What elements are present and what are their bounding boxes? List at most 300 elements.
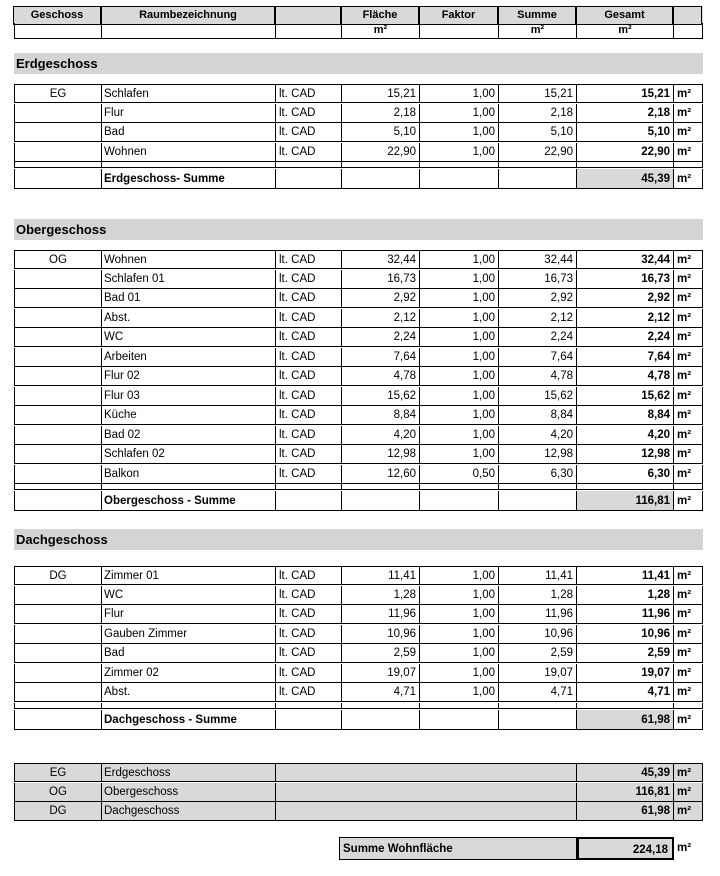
room-name: Bad 02 [102, 426, 276, 445]
empty-cell [276, 802, 342, 821]
factor-value: 1,00 [420, 123, 499, 142]
area-source: lt. CAD [276, 309, 342, 328]
total-value: 224,18 [577, 837, 674, 860]
area-value: 2,12 [342, 309, 420, 328]
summary-code: OG [14, 783, 102, 802]
empty-cell [276, 783, 342, 802]
factor-value: 1,00 [420, 426, 499, 445]
unit-label: m² [674, 143, 703, 162]
section-sum-row [14, 491, 703, 511]
header-gesamt: Gesamt [576, 6, 673, 25]
floor-code: DG [14, 566, 102, 585]
sum-value: 32,44 [499, 250, 577, 269]
area-source: lt. CAD [276, 328, 342, 347]
header-flaeche: Fläche [341, 6, 419, 25]
empty-cell [276, 162, 342, 168]
empty-cell [499, 491, 577, 511]
area-value: 2,59 [342, 644, 420, 663]
empty-cell [14, 605, 102, 624]
summary-value: 116,81 [577, 783, 674, 802]
sum-value: 4,20 [499, 426, 577, 445]
table-row [14, 586, 703, 605]
empty-cell [276, 703, 342, 709]
sum-value: 6,30 [499, 465, 577, 484]
empty-cell [577, 703, 674, 709]
summary-value: 45,39 [577, 763, 674, 782]
room-name: Wohnen [102, 143, 276, 162]
sum-value: 2,59 [499, 644, 577, 663]
area-value: 11,41 [342, 566, 420, 585]
unit-label: m² [674, 104, 703, 123]
room-name: WC [102, 586, 276, 605]
empty-cell [14, 143, 102, 162]
empty-cell [14, 309, 102, 328]
table-row [14, 143, 703, 162]
empty-cell [102, 23, 276, 39]
empty-cell [420, 23, 499, 39]
empty-cell [420, 783, 499, 802]
factor-value: 1,00 [420, 586, 499, 605]
room-name: WC [102, 328, 276, 347]
table-row [14, 625, 703, 644]
empty-cell [14, 644, 102, 663]
floor-code: OG [14, 250, 102, 269]
header-faktor: Faktor [419, 6, 498, 25]
empty-cell [342, 703, 420, 709]
unit-flaeche: m² [342, 23, 420, 39]
factor-value: 1,00 [420, 664, 499, 683]
empty-cell [276, 484, 342, 490]
total-living-area [339, 837, 703, 860]
empty-cell [499, 484, 577, 490]
empty-cell [342, 763, 420, 782]
sum-value: 5,10 [499, 123, 577, 142]
factor-value: 1,00 [420, 605, 499, 624]
area-source: lt. CAD [276, 104, 342, 123]
factor-value: 0,50 [420, 465, 499, 484]
sum-value: 16,73 [499, 270, 577, 289]
sum-value: 19,07 [499, 664, 577, 683]
area-source: lt. CAD [276, 406, 342, 425]
table-row [14, 348, 703, 367]
empty-cell [102, 703, 276, 709]
area-value: 4,78 [342, 367, 420, 386]
room-name: Schlafen [102, 84, 276, 103]
empty-cell [14, 625, 102, 644]
area-source: lt. CAD [276, 644, 342, 663]
empty-cell [674, 703, 703, 709]
unit-label: m² [674, 348, 703, 367]
unit-label: m² [674, 367, 703, 386]
unit-label: m² [674, 309, 703, 328]
factor-value: 1,00 [420, 104, 499, 123]
total-label: Summe Wohnfläche [339, 837, 577, 860]
factor-value: 1,00 [420, 270, 499, 289]
header-raumbezeichnung: Raumbezeichnung [101, 6, 275, 25]
summary-floor-name: Dachgeschoss [102, 802, 276, 821]
empty-cell [420, 802, 499, 821]
sum-value: 2,18 [499, 104, 577, 123]
room-name: Flur 02 [102, 367, 276, 386]
area-source: lt. CAD [276, 270, 342, 289]
unit-label: m² [674, 644, 703, 663]
empty-cell [102, 162, 276, 168]
total-value: 11,96 [577, 605, 674, 624]
room-name: Flur [102, 104, 276, 123]
area-source: lt. CAD [276, 465, 342, 484]
empty-cell [342, 710, 420, 730]
area-value: 15,21 [342, 84, 420, 103]
total-value: 8,84 [577, 406, 674, 425]
area-source: lt. CAD [276, 143, 342, 162]
factor-value: 1,00 [420, 406, 499, 425]
total-value: 2,59 [577, 644, 674, 663]
unit-label: m² [674, 586, 703, 605]
empty-cell [14, 123, 102, 142]
sum-value: 2,92 [499, 289, 577, 308]
empty-cell [276, 491, 342, 511]
empty-cell [577, 162, 674, 168]
empty-cell [342, 802, 420, 821]
section-sum-label: Erdgeschoss- Summe [102, 169, 276, 189]
unit-label: m² [674, 123, 703, 142]
total-value: 2,12 [577, 309, 674, 328]
table-row [14, 644, 703, 663]
empty-cell [420, 162, 499, 168]
area-source: lt. CAD [276, 605, 342, 624]
sum-value: 11,41 [499, 566, 577, 585]
total-value: 16,73 [577, 270, 674, 289]
sum-value: 7,64 [499, 348, 577, 367]
empty-cell [14, 104, 102, 123]
factor-value: 1,00 [420, 445, 499, 464]
table-row [14, 367, 703, 386]
summary-row [14, 783, 703, 802]
total-value: 4,20 [577, 426, 674, 445]
total-value: 15,21 [577, 84, 674, 103]
factor-value: 1,00 [420, 387, 499, 406]
table-row [14, 406, 703, 425]
empty-cell [14, 289, 102, 308]
section-title-og: Obergeschoss [14, 219, 703, 240]
total-value: 2,24 [577, 328, 674, 347]
room-name: Abst. [102, 309, 276, 328]
total-value: 4,71 [577, 683, 674, 702]
total-value: 19,07 [577, 664, 674, 683]
empty-cell [14, 23, 102, 39]
empty-cell [342, 491, 420, 511]
area-value: 2,24 [342, 328, 420, 347]
total-value: 32,44 [577, 250, 674, 269]
area-value: 22,90 [342, 143, 420, 162]
area-value: 10,96 [342, 625, 420, 644]
sum-value: 2,24 [499, 328, 577, 347]
unit-label: m² [674, 465, 703, 484]
room-name: Schlafen 01 [102, 270, 276, 289]
area-source: lt. CAD [276, 289, 342, 308]
table-row [14, 328, 703, 347]
empty-cell [420, 484, 499, 490]
factor-value: 1,00 [420, 683, 499, 702]
factor-value: 1,00 [420, 644, 499, 663]
section-sum-unit: m² [674, 491, 703, 511]
table-header-units [14, 23, 703, 39]
table-row [14, 270, 703, 289]
empty-cell [14, 465, 102, 484]
room-name: Bad 01 [102, 289, 276, 308]
empty-cell [420, 169, 499, 189]
empty-cell [14, 484, 102, 490]
empty-cell [14, 348, 102, 367]
total-value: 5,10 [577, 123, 674, 142]
factor-value: 1,00 [420, 309, 499, 328]
total-value: 2,18 [577, 104, 674, 123]
empty-cell [14, 406, 102, 425]
section-title-dg: Dachgeschoss [14, 529, 703, 550]
area-value: 8,84 [342, 406, 420, 425]
room-name: Schlafen 02 [102, 445, 276, 464]
sum-value: 4,71 [499, 683, 577, 702]
factor-value: 1,00 [420, 84, 499, 103]
room-name: Wohnen [102, 250, 276, 269]
room-name: Bad [102, 123, 276, 142]
summary-code: EG [14, 763, 102, 782]
summary-row [14, 802, 703, 821]
empty-cell [499, 710, 577, 730]
area-source: lt. CAD [276, 84, 342, 103]
unit-label: m² [674, 328, 703, 347]
empty-cell [499, 783, 577, 802]
sum-value: 15,62 [499, 387, 577, 406]
unit-summe: m² [499, 23, 577, 39]
table-row [14, 289, 703, 308]
unit-label: m² [674, 250, 703, 269]
empty-cell [674, 23, 703, 39]
empty-cell [342, 169, 420, 189]
sum-value: 8,84 [499, 406, 577, 425]
unit-label: m² [674, 84, 703, 103]
unit-label: m² [674, 270, 703, 289]
section-sum-row [14, 710, 703, 730]
unit-label: m² [674, 605, 703, 624]
section-title-eg: Erdgeschoss [14, 53, 703, 74]
unit-label: m² [674, 406, 703, 425]
factor-value: 1,00 [420, 328, 499, 347]
empty-cell [14, 328, 102, 347]
total-value: 6,30 [577, 465, 674, 484]
table-row [14, 445, 703, 464]
empty-cell [674, 162, 703, 168]
area-source: lt. CAD [276, 566, 342, 585]
area-source: lt. CAD [276, 123, 342, 142]
room-name: Gauben Zimmer [102, 625, 276, 644]
room-name: Flur [102, 605, 276, 624]
summary-unit: m² [674, 763, 703, 782]
unit-label: m² [674, 445, 703, 464]
spacer-row [14, 162, 703, 168]
empty-cell [14, 710, 102, 730]
table-row [14, 426, 703, 445]
section-sum-unit: m² [674, 710, 703, 730]
empty-cell [577, 484, 674, 490]
empty-cell [102, 484, 276, 490]
empty-cell [420, 763, 499, 782]
empty-cell [14, 664, 102, 683]
empty-cell [14, 491, 102, 511]
area-source: lt. CAD [276, 367, 342, 386]
table-row [14, 605, 703, 624]
spacer-row [14, 484, 703, 490]
summary-code: DG [14, 802, 102, 821]
empty-cell [499, 169, 577, 189]
empty-cell [14, 387, 102, 406]
room-name: Balkon [102, 465, 276, 484]
area-source: lt. CAD [276, 426, 342, 445]
sum-value: 4,78 [499, 367, 577, 386]
area-value: 12,98 [342, 445, 420, 464]
room-name: Zimmer 02 [102, 664, 276, 683]
unit-label: m² [674, 289, 703, 308]
unit-label: m² [674, 426, 703, 445]
empty-cell [499, 703, 577, 709]
unit-label: m² [674, 664, 703, 683]
total-value: 12,98 [577, 445, 674, 464]
room-name: Küche [102, 406, 276, 425]
factor-value: 1,00 [420, 566, 499, 585]
section-sum-unit: m² [674, 169, 703, 189]
area-value: 5,10 [342, 123, 420, 142]
unit-label: m² [674, 387, 703, 406]
sum-value: 22,90 [499, 143, 577, 162]
table-row [14, 84, 703, 103]
section-sum-label: Dachgeschoss - Summe [102, 710, 276, 730]
table-row [14, 123, 703, 142]
sum-value: 15,21 [499, 84, 577, 103]
summary-unit: m² [674, 783, 703, 802]
sum-value: 11,96 [499, 605, 577, 624]
section-sum-row [14, 169, 703, 189]
empty-cell [14, 703, 102, 709]
area-value: 12,60 [342, 465, 420, 484]
table-row [14, 664, 703, 683]
empty-cell [14, 426, 102, 445]
table-row [14, 683, 703, 702]
header-geschoss: Geschoss [13, 6, 101, 25]
area-value: 19,07 [342, 664, 420, 683]
section-sum-value: 61,98 [577, 710, 674, 730]
total-value: 10,96 [577, 625, 674, 644]
factor-value: 1,00 [420, 143, 499, 162]
factor-value: 1,00 [420, 250, 499, 269]
empty-cell [342, 162, 420, 168]
area-value: 4,71 [342, 683, 420, 702]
empty-cell [14, 367, 102, 386]
spacer-row [14, 703, 703, 709]
total-value: 15,62 [577, 387, 674, 406]
empty-cell [420, 491, 499, 511]
factor-value: 1,00 [420, 348, 499, 367]
empty-cell [499, 763, 577, 782]
area-value: 2,18 [342, 104, 420, 123]
table-row [14, 104, 703, 123]
total-unit: m² [677, 842, 692, 854]
unit-label: m² [674, 625, 703, 644]
unit-label: m² [674, 566, 703, 585]
room-name: Bad [102, 644, 276, 663]
room-name: Arbeiten [102, 348, 276, 367]
area-value: 11,96 [342, 605, 420, 624]
area-value: 4,20 [342, 426, 420, 445]
empty-cell [276, 763, 342, 782]
factor-value: 1,00 [420, 289, 499, 308]
header-summe: Summe [498, 6, 576, 25]
area-value: 15,62 [342, 387, 420, 406]
unit-gesamt: m² [577, 23, 674, 39]
empty-cell [14, 270, 102, 289]
sum-value: 1,28 [499, 586, 577, 605]
table-row [14, 309, 703, 328]
area-source: lt. CAD [276, 250, 342, 269]
total-value: 4,78 [577, 367, 674, 386]
sum-value: 10,96 [499, 625, 577, 644]
area-source: lt. CAD [276, 348, 342, 367]
empty-cell [14, 169, 102, 189]
room-name: Abst. [102, 683, 276, 702]
area-value: 1,28 [342, 586, 420, 605]
room-name: Flur 03 [102, 387, 276, 406]
area-source: lt. CAD [276, 625, 342, 644]
factor-value: 1,00 [420, 625, 499, 644]
total-value: 11,41 [577, 566, 674, 585]
area-source: lt. CAD [276, 683, 342, 702]
area-value: 2,92 [342, 289, 420, 308]
total-value: 1,28 [577, 586, 674, 605]
area-value: 32,44 [342, 250, 420, 269]
area-value: 7,64 [342, 348, 420, 367]
area-source: lt. CAD [276, 586, 342, 605]
empty-cell [14, 586, 102, 605]
empty-cell [674, 484, 703, 490]
summary-value: 61,98 [577, 802, 674, 821]
summary-floor-name: Obergeschoss [102, 783, 276, 802]
total-value: 2,92 [577, 289, 674, 308]
area-source: lt. CAD [276, 387, 342, 406]
section-sum-label: Obergeschoss - Summe [102, 491, 276, 511]
table-row [14, 250, 703, 269]
table-row [14, 387, 703, 406]
summary-unit: m² [674, 802, 703, 821]
section-sum-value: 116,81 [577, 491, 674, 511]
empty-cell [420, 710, 499, 730]
summary-floor-name: Erdgeschoss [102, 763, 276, 782]
empty-cell [276, 710, 342, 730]
empty-cell [420, 703, 499, 709]
table-row [14, 465, 703, 484]
summary-row [14, 763, 703, 782]
empty-cell [342, 783, 420, 802]
factor-value: 1,00 [420, 367, 499, 386]
unit-label: m² [674, 683, 703, 702]
empty-cell [276, 23, 342, 39]
empty-cell [276, 169, 342, 189]
area-source: lt. CAD [276, 445, 342, 464]
sum-value: 2,12 [499, 309, 577, 328]
empty-cell [14, 445, 102, 464]
area-value: 16,73 [342, 270, 420, 289]
empty-cell [14, 683, 102, 702]
empty-cell [499, 162, 577, 168]
table-row [14, 566, 703, 585]
